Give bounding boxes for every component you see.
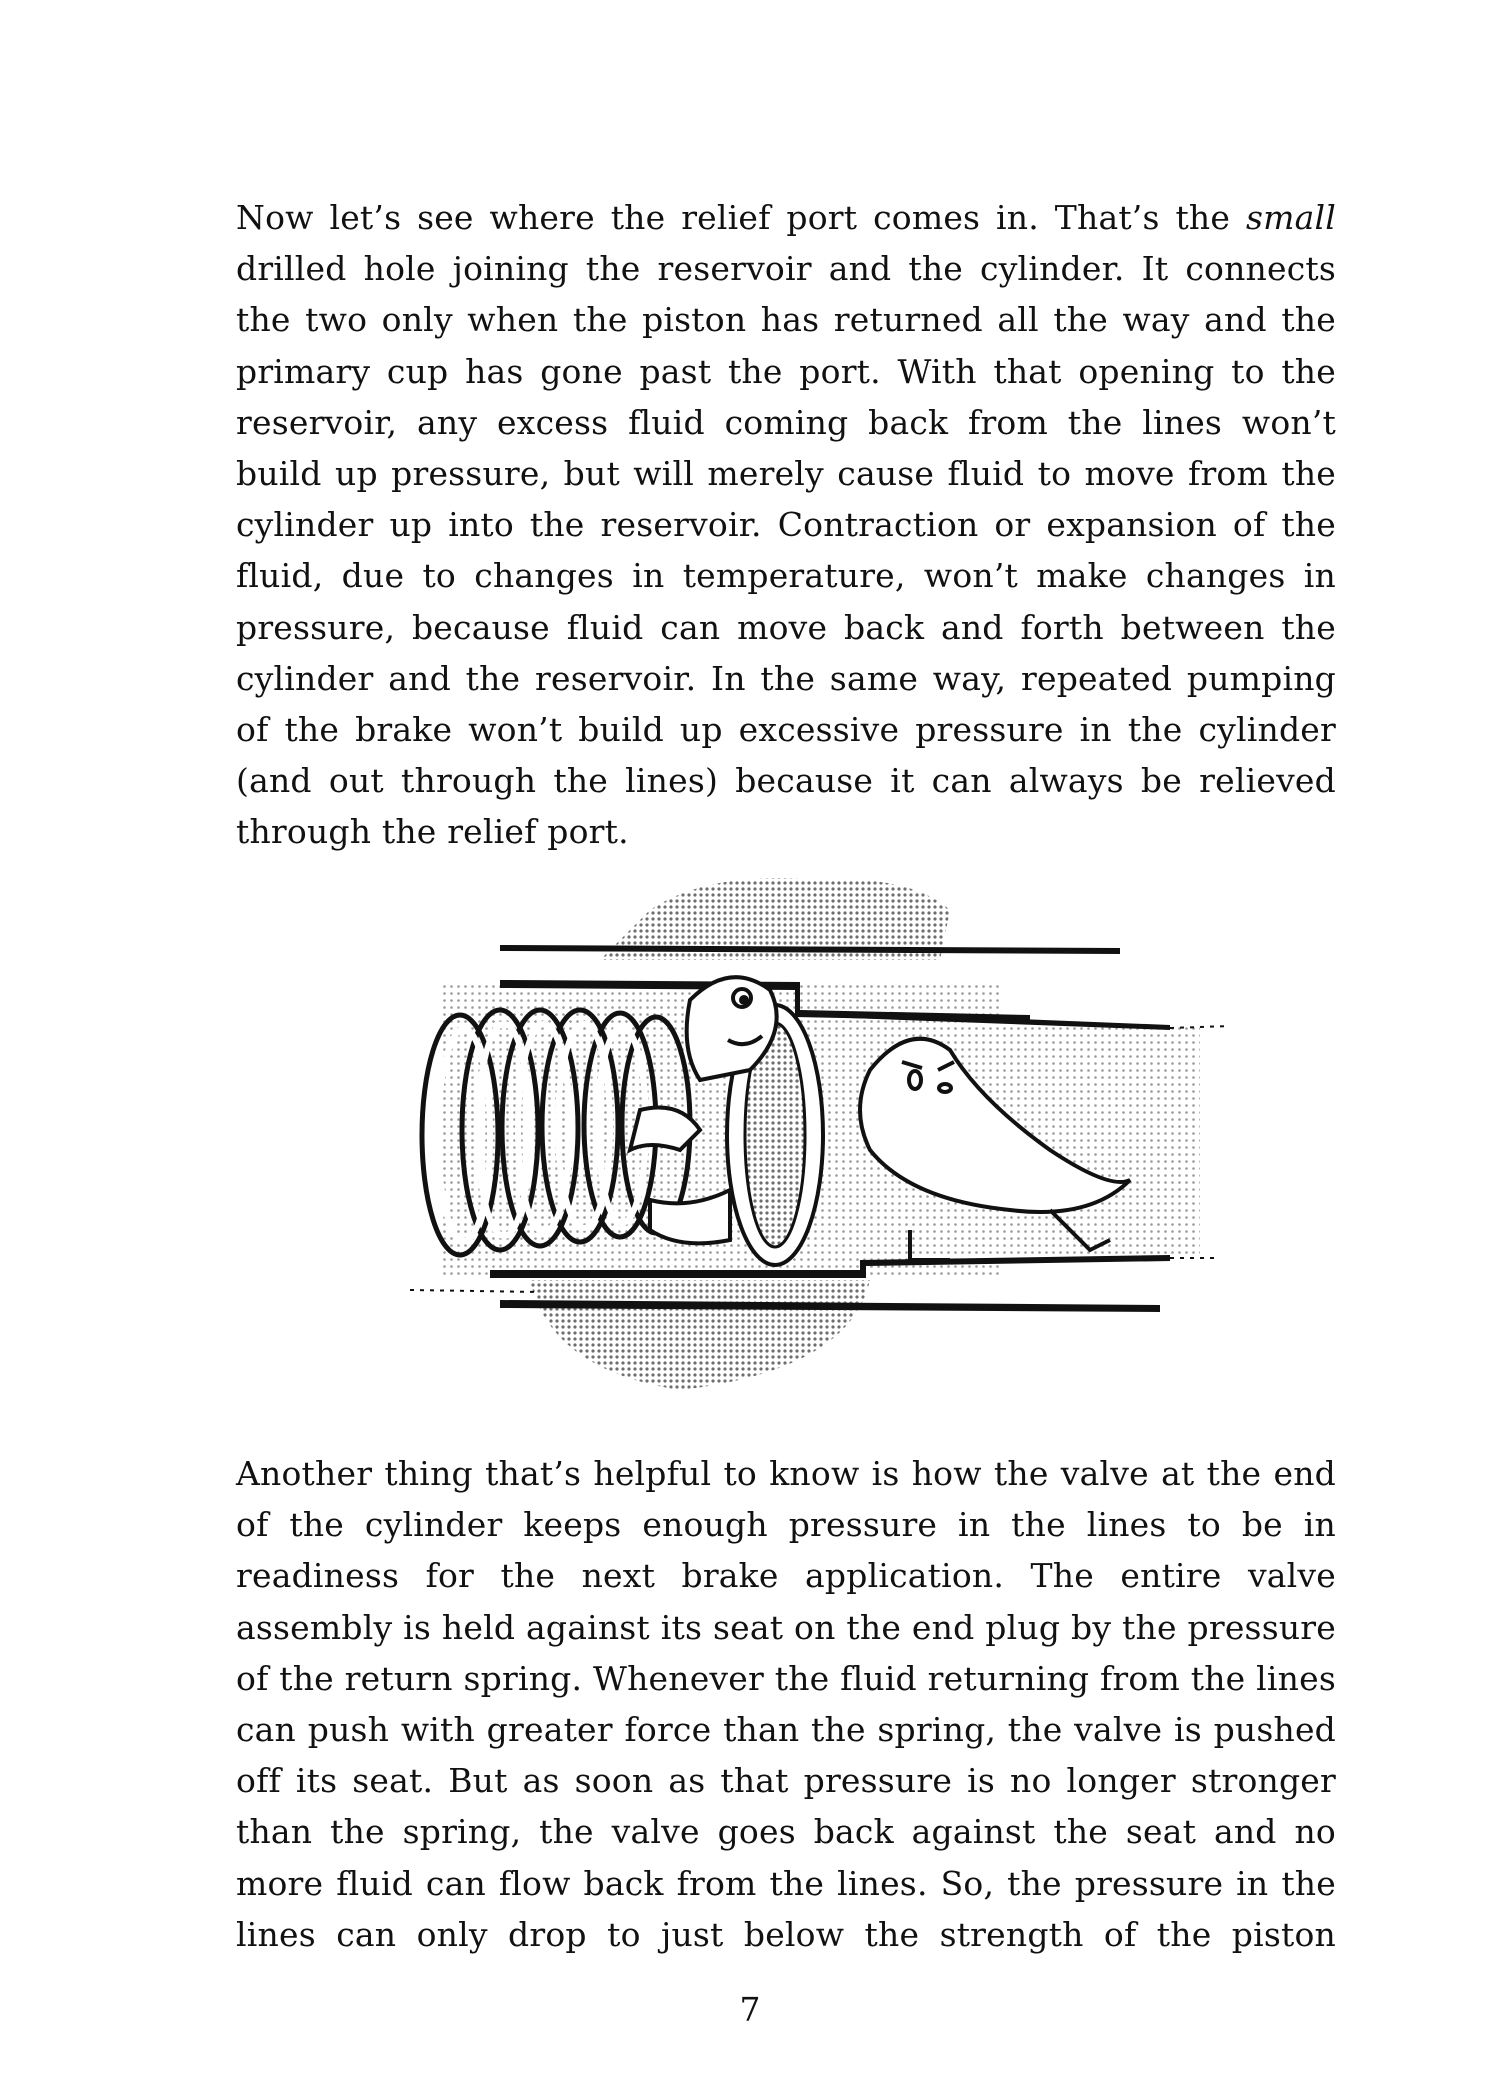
page-number: 7 xyxy=(739,1990,761,2029)
text-line: can push with greater force than the spring, the valve is pushed xyxy=(236,1710,1336,1750)
text-line: (and out through the lines) because it can always be relieved xyxy=(236,761,1336,801)
text-line: more fluid can flow back from the lines. So, the pressure in the xyxy=(236,1863,1336,1903)
text-line: off its seat. But as soon as that pressure is no longer stronger xyxy=(236,1761,1336,1801)
text-line: primary cup has gone past the port. With that opening to the xyxy=(236,351,1336,391)
text-line: Now let’s see where the relief port comes in. That’s the small xyxy=(236,198,1336,237)
text-line: of the brake won’t build up excessive pressure in the cylinder xyxy=(236,710,1336,750)
text-line: build up pressure, but will merely cause fluid to move from the xyxy=(236,454,1336,494)
halftone-shadow-bottom xyxy=(530,1280,870,1390)
text-line: fluid, due to changes in temperature, won’t make changes in xyxy=(236,556,1336,596)
text-line: lines can only drop to just below the strength of the piston xyxy=(236,1914,1336,1954)
text-line: pressure, because fluid can move back and forth between the xyxy=(236,607,1336,647)
text-line: cylinder and the reservoir. In the same way, repeated pumping xyxy=(236,658,1336,698)
text-line: drilled hole joining the reservoir and the cylinder. It connects xyxy=(236,249,1336,289)
text-line: than the spring, the valve goes back against the seat and no xyxy=(236,1812,1336,1852)
text-line: reservoir, any excess fluid coming back from the lines won’t xyxy=(236,402,1336,442)
paragraph-relief-port xyxy=(236,192,1336,858)
text-line: through the relief port. xyxy=(236,812,629,852)
text-line: readiness for the next brake application. The entire valve xyxy=(236,1556,1336,1596)
text-line: the two only when the piston has returned all the way and the xyxy=(236,300,1336,340)
text-line: of the return spring. Whenever the fluid returning from the lines xyxy=(236,1658,1336,1698)
text-line: assembly is held against its seat on the end plug by the pressure xyxy=(236,1607,1336,1647)
text-line: of the cylinder keeps enough pressure in the lines to be in xyxy=(236,1505,1336,1545)
paragraph-check-valve xyxy=(236,1448,1336,1960)
italic-emphasis: small xyxy=(1245,198,1336,237)
text-line: Another thing that’s helpful to know is how the valve at the end xyxy=(236,1454,1336,1493)
text-line: cylinder up into the reservoir. Contraction or expansion of the xyxy=(236,505,1336,545)
cartoon-spring-piston-illustration xyxy=(350,850,1250,1410)
